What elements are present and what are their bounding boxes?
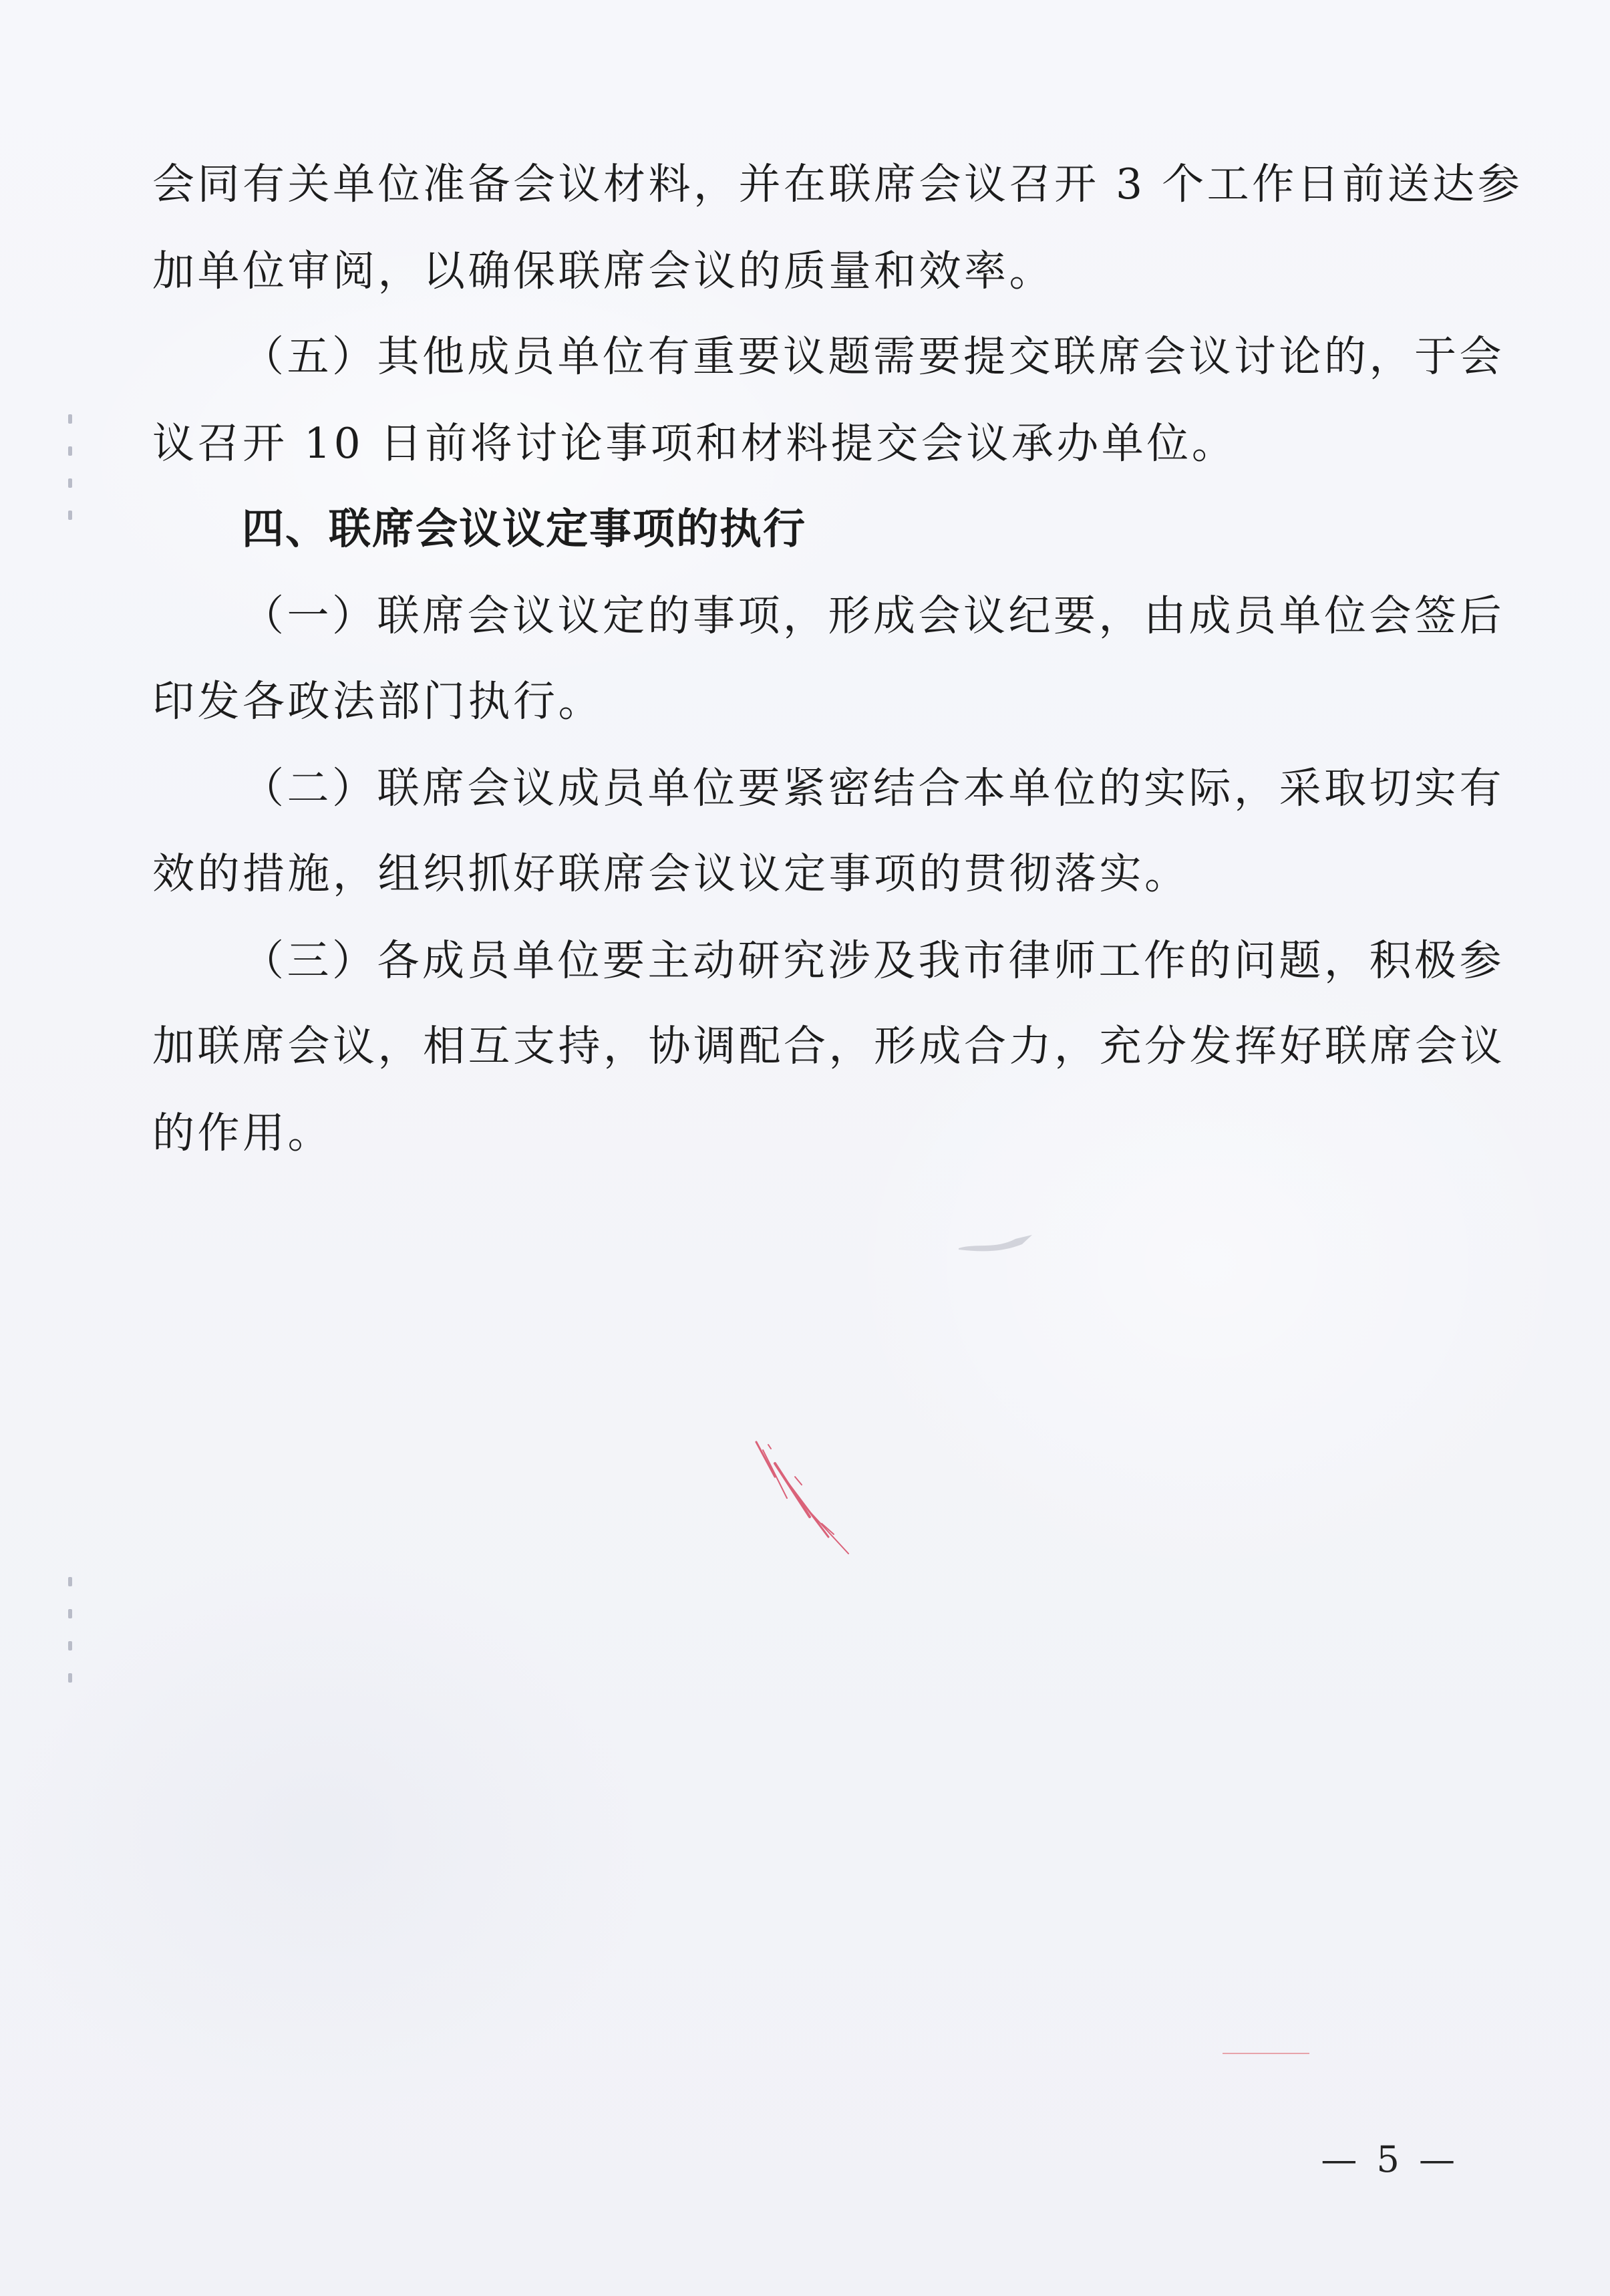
ink-smudge xyxy=(955,1230,1035,1256)
page-number: — 5 — xyxy=(1321,2138,1459,2180)
body-line: 议召开 10 日前将讨论事项和材料提交会议承办单位。 xyxy=(152,419,1237,468)
body-line: （五）其他成员单位有重要议题需要提交联席会议讨论的，于会 xyxy=(242,332,1504,381)
body-line: （二）联席会议成员单位要紧密结合本单位的实际，采取切实有 xyxy=(242,764,1504,813)
body-line: 效的措施，组织抓好联席会议议定事项的贯彻落实。 xyxy=(152,849,1190,898)
body-line: （一）联席会议议定的事项，形成会议纪要，由成员单位会签后 xyxy=(242,591,1504,640)
body-line: 加单位审阅，以确保联席会议的质量和效率。 xyxy=(152,247,1054,295)
body-line: 的作用。 xyxy=(152,1109,333,1157)
body-line: 印发各政法部门执行。 xyxy=(152,677,603,726)
body-line: （三）各成员单位要主动研究涉及我市律师工作的问题，积极参 xyxy=(242,936,1504,985)
body-line: 会同有关单位准备会议材料，并在联席会议召开 3 个工作日前送达参 xyxy=(152,160,1523,208)
stamp-trace xyxy=(748,1437,922,1564)
binding-holes-top xyxy=(67,414,75,548)
binding-holes-bottom xyxy=(67,1577,75,1711)
red-mark xyxy=(1223,2053,1309,2054)
section-heading: 四、联席会议议定事项的执行 xyxy=(242,505,806,553)
body-line: 加联席会议，相互支持，协调配合，形成合力，充分发挥好联席会议 xyxy=(152,1022,1505,1070)
document-body xyxy=(152,160,1523,1157)
